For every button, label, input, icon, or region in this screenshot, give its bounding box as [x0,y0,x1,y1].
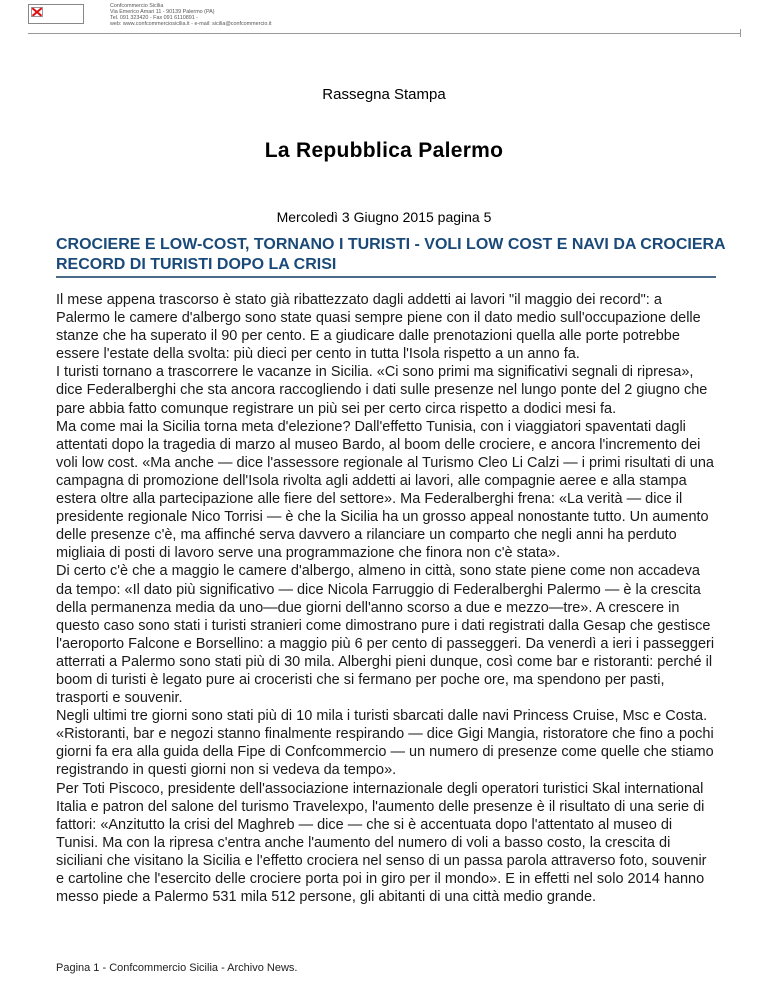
article-paragraph: Negli ultimi tre giorni sono stati più di 10 mila i turisti sbarcati dalle navi Princess Cruise, Msc e Costa. «Ristoranti, bar e negozi stanno finalmente respirando — dice Gigi Mangia, ristoratore che fino a pochi giorni fa era alla guida della Fipe di Confcommercio — un numero di presenze come quelle che stiamo registrando in questi giorni non si vedeva da tempo». [56,708,714,779]
article-body [56,291,716,906]
header-contact-info [110,3,272,27]
newspaper-title: La Repubblica Palermo [264,139,504,162]
page-footer: Pagina 1 - Confcommercio Sicilia - Archivo News. [56,962,298,974]
date-line: Mercoledì 3 Giugno 2015 pagina 5 [276,209,492,225]
header-address: Via Emerico Amari 11 - 90139 Palermo (PA) [110,9,215,15]
broken-image-icon [31,7,43,17]
header-org-name: Confcommercio Sicilia [110,3,164,9]
article-paragraph: Ma come mai la Sicilia torna meta d'elezione? Dall'effetto Tunisia, con i viaggiatori spaventati dagli attentati dopo la tragedia di marzo al museo Bardo, al boom delle crociere, e ancora l'incremento dei voli low cost. «Ma anche — dice l'assessore regionale al Turismo Cleo Li Calzi — i primi risultati di una campagna di promozione dell'Isola rivolta agli addetti ai lavori, alle compagnie aeree e alla stampa estera oltre alla partecipazione alle fiere del settore». Ma Federalberghi frena: «La verità — dice il presidente regionale Nico Torrisi — è che la Sicilia ha un grosso appeal nonostante tutto. Un aumento delle presenze c'è, ma affinché serva davvero a rilanciare un comparto che negli anni ha perduto migliaia di posti di lavoro serve una programmazione che finora non c'è stata». [56,418,714,562]
header-phone: Tel. 091 323420 - Fax 091 6110891 - [110,15,199,21]
header-divider-cap [740,29,745,37]
article-paragraph: I turisti tornano a trascorrere le vacanze in Sicilia. «Ci sono primi ma significativi segnali di ripresa», dice Federalberghi che sta ancora raccogliendo i dati sulle presenze nel lungo ponte del 2 giugno che pare abbia fatto comunque registrare un più sei per certo circa rispetto a dodici mesi fa. [56,364,708,417]
header-divider [28,33,740,34]
article-paragraph: Per Toti Piscoco, presidente dell'associazione internazionale degli operatori turistici Skal international Italia e patron del salone del turismo Travelexpo, l'aumento delle presenze è il risultato di una serie di fattori: «Anzitutto la crisi del Maghreb — dice — che si è accentuata dopo l'attentato al museo di Tunisi. Ma con la ripresa c'entra anche l'aumento del numero di voli a basso costo, la crescita di siciliani che visitano la Sicilia e l'effetto crociera nel senso di un passa parola attraverso foto, souvenir e cartoline che l'esercito delle crociere porta poi in giro per il mondo». E in effetti nel solo 2014 hanno messo piede a Palermo 531 mila 512 persone, gli abitanti di una città medio grande. [56,780,707,906]
article-paragraph: Il mese appena trascorso è stato già ribattezzato dagli addetti ai lavori "il maggio dei record": a Palermo le camere d'albergo sono state quasi sempre piene con il dato medio sull'occupazione delle stanze che ha superato il 90 per cento. E a giudicare dalle prenotazioni quella alle porte potrebbe essere l'estate della svolta: più dieci per cento in tutta l'Isola rispetto a un anno fa. [56,292,701,363]
header-logo-image [28,4,84,24]
article-headline: CROCIERE E LOW-COST, TORNANO I TURISTI - VOLI LOW COST E NAVI DA CROCIERA RECORD DI TURISTI DOPO LA CRISI [56,236,726,273]
section-title: Rassegna Stampa [322,86,446,103]
headline-divider [56,276,716,278]
header-web: web: www.confcommerciosicilia.it - e-mail: sicilia@confcommercio.it [110,21,272,27]
article-paragraph: Di certo c'è che a maggio le camere d'albergo, almeno in città, sono state piene come non accadeva da tempo: «Il dato più significativo — dice Nicola Farruggio di Federalberghi Palermo — è la crescita della permanenza media da uno—due giorni dell'anno scorso a due e mezzo—tre». A crescere in questo caso sono stati i turisti stranieri come dimostrano pure i dati registrati dalla Gesap che gestisce l'aeroporto Falcone e Borsellino: a maggio più 6 per cento di passeggeri. Da venerdì a ieri i passeggeri atterrati a Palermo sono stati più di 30 mila. Alberghi pieni dunque, così come bar e ristoranti: perché il boom di turisti è legato pure ai croceristi che si fermano per poche ore, ma spendono per pasti, trasporti e souvenir. [56,563,715,707]
